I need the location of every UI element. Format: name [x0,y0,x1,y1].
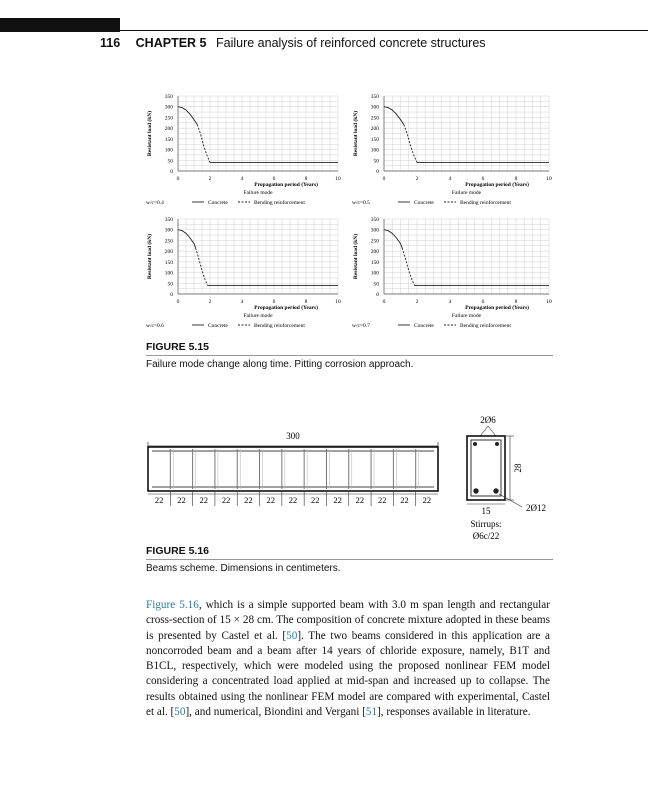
spacing-label: 22 [355,495,365,505]
x-tick-label: 4 [448,299,452,305]
figure-5-16-rule [146,559,553,560]
y-tick-label: 0 [170,169,173,175]
top-bar-left [473,442,477,446]
chart-panel-2 [350,92,555,212]
header-bar [0,18,120,32]
citation-link-51[interactable]: 51 [365,706,378,719]
y-tick-label: 50 [373,281,379,288]
chart-panel-1 [144,92,344,212]
chart-panel-4 [350,215,555,340]
series-bending-reinforcement [402,248,414,286]
x-tick-label: 10 [546,299,552,305]
spacing-label: 22 [377,495,387,505]
x-tick-label: 10 [546,176,552,182]
x-tick-label: 6 [272,299,276,305]
x-axis-label: Propagation period (Years) [465,305,529,311]
spacing-label: 22 [333,495,342,505]
y-tick-label: 100 [370,270,379,277]
legend-concrete-label: Concrete [208,200,228,206]
series-concrete [384,230,402,248]
citation-link-50b[interactable]: 50 [174,706,186,719]
y-tick-label: 0 [170,292,173,298]
figure-reference-link[interactable]: Figure 5.16 [146,599,199,611]
top-bars-label: 2Ø6 [480,415,496,425]
spacing-label: 22 [199,495,209,505]
y-tick-label: 250 [370,238,379,245]
series-bending-reinforcement [404,125,417,163]
series-concrete [178,107,197,125]
panel-label: w/c=0.5 [352,200,370,206]
bottom-bar-right [493,488,498,493]
y-tick-label: 150 [164,136,173,143]
x-axis-label: Propagation period (Years) [254,182,318,188]
y-tick-label: 50 [373,158,379,165]
y-tick-label: 100 [164,147,173,154]
spacing-label: 22 [311,495,320,505]
legend-bending-label: Bending reinforcement [254,323,305,329]
citation-link-50a[interactable]: 50 [286,629,298,642]
y-tick-label: 350 [164,94,173,100]
figure-5-16-label: FIGURE 5.16 [146,545,210,557]
y-tick-label: 200 [370,249,379,256]
y-tick-label: 50 [167,281,173,288]
legend-concrete-label: Concrete [414,323,434,329]
chapter-title: Failure analysis of reinforced concrete structures [215,36,486,50]
stirrups-label: Stirrups: [470,519,502,529]
width-label: 15 [481,506,491,516]
y-tick-label: 300 [370,227,379,234]
x-tick-label: 10 [335,299,341,305]
x-tick-label: 6 [272,176,276,182]
y-tick-label: 0 [376,169,379,175]
section-outline [467,436,505,500]
legend-concrete-label: Concrete [208,323,228,329]
y-tick-label: 200 [370,126,379,133]
y-tick-label: 250 [370,115,379,122]
x-tick-label: 8 [514,176,518,182]
y-tick-label: 300 [164,227,173,234]
x-tick-label: 2 [415,299,419,305]
spacing-label: 22 [288,495,298,505]
figure-5-16-caption: Beams scheme. Dimensions in centimeters. [146,563,341,574]
y-axis-label: Resistant load (kN) [353,110,359,157]
figure-5-15-label: FIGURE 5.15 [146,341,210,353]
height-label: 28 [513,463,523,473]
y-tick-label: 150 [370,259,379,266]
y-tick-label: 100 [370,147,379,154]
span-label: 300 [286,431,300,441]
x-tick-label: 10 [335,176,341,182]
bottom-bars-label: 2Ø12 [526,503,546,513]
x-tick-label: 8 [304,299,308,305]
legend-bending-label: Bending reinforcement [460,323,511,329]
x-tick-label: 4 [448,176,452,182]
failure-mode-label: Failure mode [243,190,273,196]
failure-mode-label: Failure mode [451,313,482,319]
y-axis-label: Resistant load (kN) [147,233,153,280]
y-tick-label: 200 [164,126,173,133]
panel-label: w/c=0.4 [146,200,164,206]
y-tick-label: 200 [164,249,173,256]
page-number: 116 [100,36,121,50]
series-concrete [178,230,196,248]
failure-mode-label: Failure mode [451,190,482,196]
figure-5-15-caption: Failure mode change along time. Pitting corrosion approach. [146,359,414,370]
y-tick-label: 350 [370,217,379,223]
top-bar-right [495,442,499,446]
y-tick-label: 350 [164,217,173,223]
x-tick-label: 4 [240,299,244,305]
body-paragraph: Figure 5.16, which is a simple supported beam with 3.0 m span length and rectangular cross-section of 15 × 28 cm. The composition of concrete mixture adopted in these beams is presented by Castel et al. [50]. The two beams considered in this application are a noncorroded beam and a beam after 14 years of chloride exposure, namely, B1T and B1CL, respectively, which were modeled using the proposed nonlinear FEM model considering a concentrated load applied at mid-span and increased up to collapse. The results obtained using the nonlinear FEM model are compared with experimental, Castel et al. [50], and numerical, Biondini and Vergani [51], responses available in literature. [146,599,550,719]
running-header [100,36,486,50]
x-tick-label: 2 [415,176,419,182]
stirrups-value: Ø6c/22 [472,531,500,541]
legend-concrete-label: Concrete [414,200,434,206]
y-tick-label: 350 [370,94,379,100]
spacing-label: 22 [221,495,231,505]
x-tick-label: 0 [176,176,180,182]
figure-5-15-rule [146,355,553,356]
series-concrete [384,107,404,125]
beam-outline [148,447,438,491]
y-tick-label: 250 [164,115,173,122]
x-tick-label: 8 [304,176,308,182]
failure-mode-label: Failure mode [243,313,273,319]
beam-scheme [144,410,564,545]
y-tick-label: 50 [167,158,173,165]
bottom-bar-left [473,488,478,493]
spacing-label: 22 [177,495,186,505]
x-tick-label: 2 [208,176,212,182]
header-rule [120,30,648,31]
x-tick-label: 8 [514,299,518,305]
series-bending-reinforcement [196,248,208,286]
y-tick-label: 0 [376,292,379,298]
spacing-label: 22 [154,495,164,505]
chart-panel-3 [144,215,344,340]
y-axis-label: Resistant load (kN) [353,233,359,280]
x-tick-label: 6 [481,176,485,182]
panel-label: w/c=0.7 [352,323,370,329]
x-tick-label: 0 [176,299,180,305]
series-bending-reinforcement [197,125,210,163]
legend-bending-label: Bending reinforcement [460,200,511,206]
y-tick-label: 300 [164,104,173,111]
y-tick-label: 150 [370,136,379,143]
spacing-label: 22 [422,495,432,505]
x-tick-label: 4 [240,176,244,182]
y-tick-label: 300 [370,104,379,111]
chapter-label: CHAPTER 5 [135,36,207,50]
spacing-label: 22 [244,495,253,505]
x-tick-label: 6 [481,299,485,305]
spacing-label: 22 [266,495,275,505]
x-tick-label: 2 [208,299,212,305]
x-tick-label: 0 [382,176,386,182]
x-axis-label: Propagation period (Years) [465,182,529,188]
y-tick-label: 100 [164,270,173,277]
x-axis-label: Propagation period (Years) [254,305,318,311]
panel-label: w/c=0.6 [146,323,164,329]
y-tick-label: 150 [164,259,173,266]
spacing-label: 22 [400,495,409,505]
x-tick-label: 0 [382,299,386,305]
legend-bending-label: Bending reinforcement [254,200,305,206]
y-tick-label: 250 [164,238,173,245]
y-axis-label: Resistant load (kN) [147,110,153,157]
